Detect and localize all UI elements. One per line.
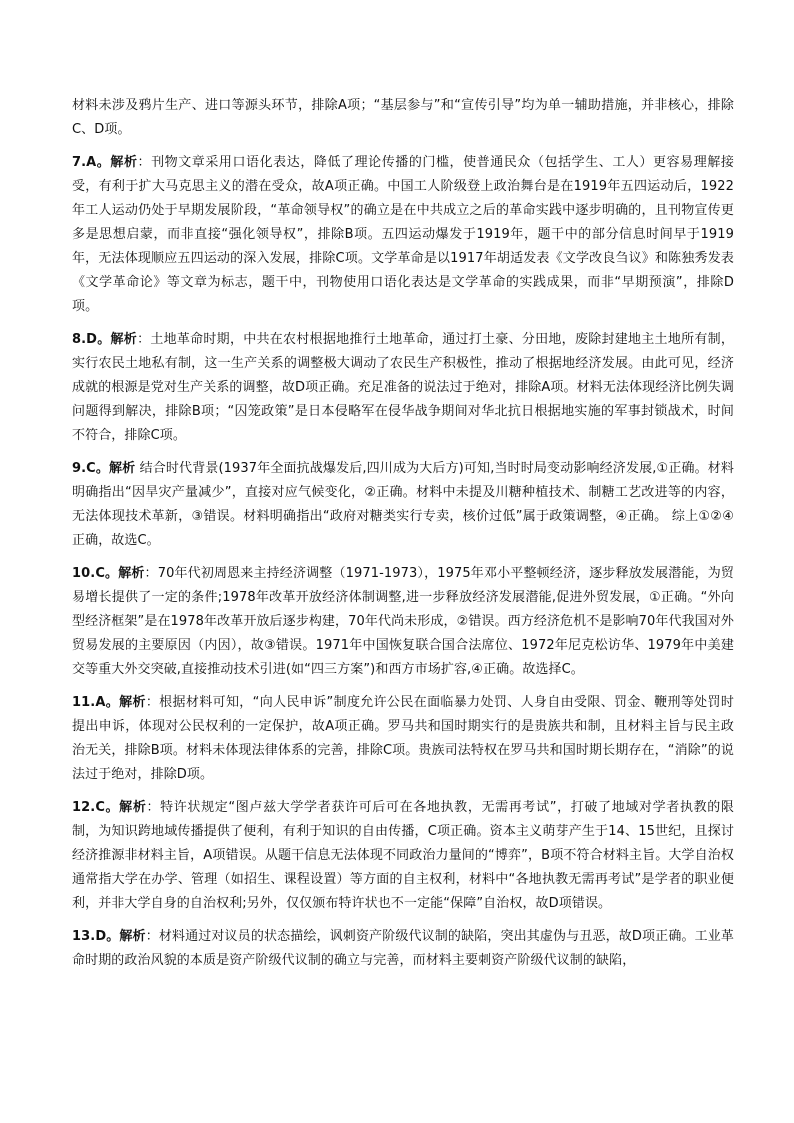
- answer-text: ：刊物文章采用口语化表达，降低了理论传播的门槛，使普通民众（包括学生、工人）更容易理解接受，有利于扩大马克思主义的潜在受众，故A项正确。中国工人阶级登上政治舞台是在1919年五四运动后，1922年工人运动仍处于早期发展阶段，“革命领导权”的确立是在中共成立之后的革命实践中逐步明确的，且刊物宣传更多是思想启蒙，而非直接“强化领导权”，排除B项。五四运动爆发于1919年，题干中的部分信息时间早于1919年，无法体现顺应五四运动的深入发展，排除C项。文学革命是以1917年胡适发表《文学改良刍议》和陈独秀发表《文学革命论》等文章为标志，题干中，刊物使用口语化表达是文学革命的实践成果，而非“早期预演”，排除D项。: [72, 155, 734, 314]
- answer-text: ：材料通过对议员的状态描绘，讽刺资产阶级代议制的缺陷，突出其虚伪与丑恶，故D项正确。工业革命时期的政治风貌的本质是资产阶级代议制的确立与完善，而材料主要刺资产阶级代议制的缺陷，: [72, 929, 734, 968]
- answer-text: 材料未涉及鸦片生产、进口等源头环节，排除A项；“基层参与”和“宣传引导”均为单一辅助措施，并非核心，排除C、D项。: [72, 98, 734, 137]
- answer-label: 10.C。解析: [72, 566, 145, 581]
- answer-paragraph-8: [72, 328, 734, 448]
- answer-label: 9.C。解析: [72, 461, 136, 476]
- answer-label: 7.A。解析: [72, 155, 138, 170]
- answer-label: 11.A。解析: [72, 695, 146, 710]
- answer-paragraph-9: [72, 457, 734, 553]
- answer-label: 8.D。解析: [72, 332, 138, 347]
- answer-text: ：土地革命时期，中共在农村根据地推行土地革命，通过打土豪、分田地，废除封建地主土地所有制，实行农民土地私有制，这一生产关系的调整极大调动了农民生产积极性，推动了根据地经济发展。由此可见，经济成就的根源是党对生产关系的调整，故D项正确。充足准备的说法过于绝对，排除A项。材料无法体现经济比例失调问题得到解决，排除B项；“囚笼政策”是日本侵略军在侵华战争期间对华北抗日根据地实施的军事封锁战术，时间不符合，排除C项。: [72, 332, 734, 443]
- answer-text: ：根据材料可知，“向人民申诉”制度允许公民在面临暴力处罚、人身自由受限、罚金、鞭刑等处罚时提出申诉，体现对公民权利的一定保护，故A项正确。罗马共和国时期实行的是贵族共和制，且材料主旨与民主政治无关，排除B项。材料未体现法律体系的完善，排除C项。贵族司法特权在罗马共和国时期长期存在，“消除”的说法过于绝对，排除D项。: [72, 695, 734, 782]
- answer-paragraph-11: [72, 691, 734, 787]
- answer-paragraph-6-continued: [72, 94, 734, 142]
- answer-text: ：70年代初周恩来主持经济调整（1971-1973），1975年邓小平整顿经济，逐步释放发展潜能，为贸易增长提供了一定的条件;1978年改革开放经济体制调整,进一步释放经济发展潜能,促进外贸发展，①正确。“外向型经济框架”是在1978年改革开放后逐步构建，70年代尚未形成，②错误。西方经济危机不是影响70年代我国对外贸易发展的主要原因（内因），故③错误。1971年中国恢复联合国合法席位、1972年尼克松访华、1979年中美建交等重大外交突破,直接推动技术引进(如“四三方案”)和西方市场扩容,④正确。故选择C。: [72, 566, 734, 677]
- answer-paragraph-7: [72, 151, 734, 319]
- answer-text: 结合时代背景(1937年全面抗战爆发后,四川成为大后方)可知,当时时局变动影响经济发展,①正确。材料明确指出“因旱灾产量减少”，直接对应气候变化，②正确。材料中未提及川糖种植技术、制糖工艺改进等的内容，无法体现技术革新，③错误。材料明确指出“政府对糖类实行专卖，核价过低”属于政策调整，④正确。 综上①②④正确，故选C。: [72, 461, 735, 548]
- answer-paragraph-13: [72, 925, 734, 973]
- answer-label: 13.D。解析: [72, 929, 146, 944]
- answer-text: ：特许状规定“图卢兹大学学者获许可后可在各地执教，无需再考试”，打破了地域对学者执教的限制，为知识跨地域传播提供了便利，有利于知识的自由传播，C项正确。资本主义萌芽产生于14、15世纪，且探讨经济推源非材料主旨，A项错误。从题干信息无法体现不同政治力量间的“博弈”，B项不符合材料主旨。大学自治权通常指大学在办学、管理（如招生、课程设置）等方面的自主权利，材料中“各地执教无需再考试”是学者的职业便利，并非大学自身的自治权利;另外，仅仅颁布特许状也不一定能“保障”自治权，故D项错误。: [72, 800, 734, 911]
- document-page: [72, 94, 734, 982]
- answer-paragraph-10: [72, 562, 734, 682]
- answer-label: 12.C。解析: [72, 800, 147, 815]
- answer-paragraph-12: [72, 796, 734, 916]
